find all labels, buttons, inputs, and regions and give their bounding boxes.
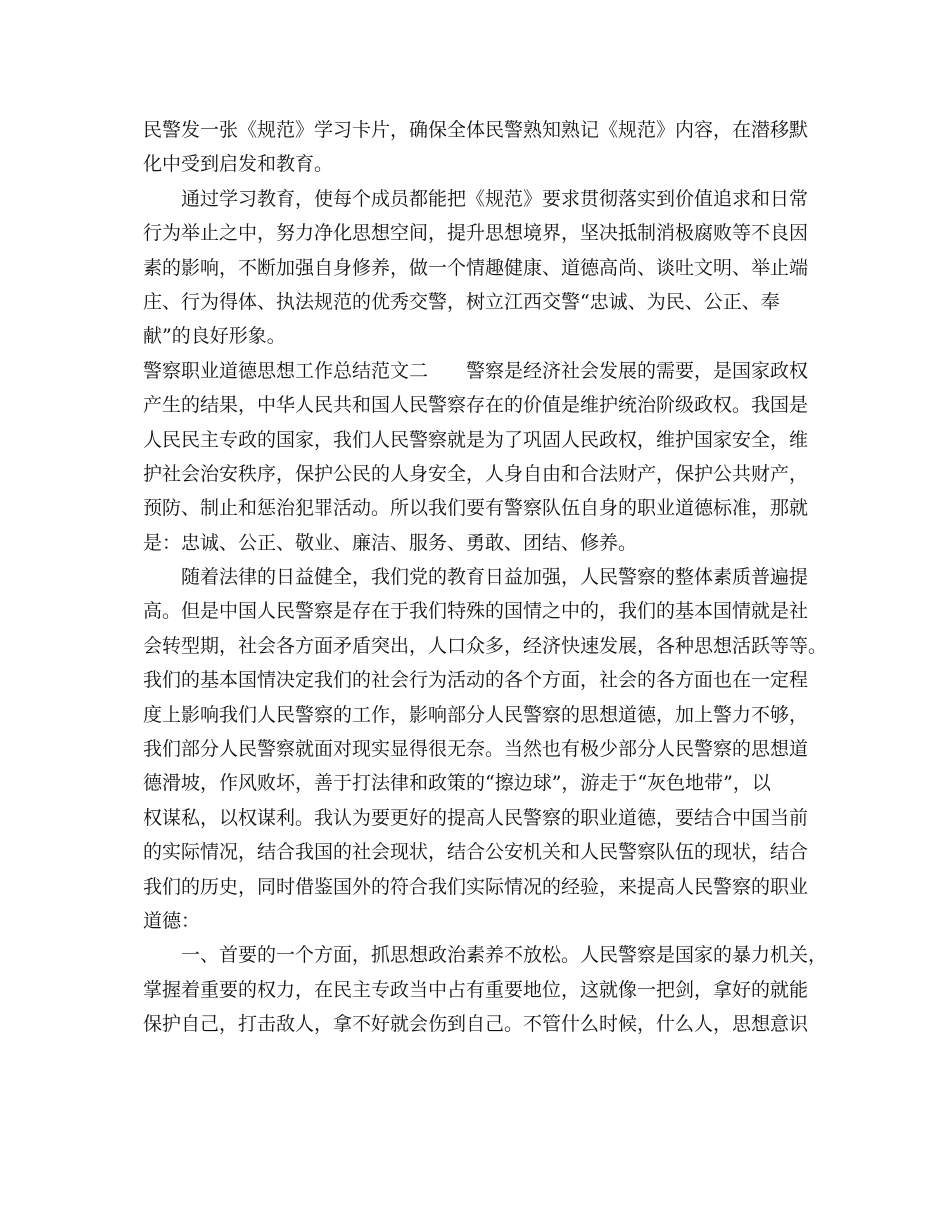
text-line: 我们部分人民警察就面对现实显得很无奈。当然也有极少部分人民警察的思想道: [143, 738, 809, 761]
text-line: 会转型期，社会各方面矛盾突出，人口众多，经济快速发展，各种思想活跃等等。: [143, 634, 828, 657]
text-line: 保护自己，打击敌人，拿不好就会伤到自己。不管什么时候，什么人，思想意识: [143, 1013, 809, 1036]
text-line: 警察职业道德思想工作总结范文二 警察是经济社会发展的需要，是国家政权: [143, 359, 809, 382]
text-line: 民警发一张《规范》学习卡片，确保全体民警熟知熟记《规范》内容，在潜移默: [143, 119, 809, 141]
text-line: 权谋私，以权谋利。我认为要更好的提高人民警察的职业道德，要结合中国当前: [143, 806, 809, 829]
text-line: 人民民主专政的国家，我们人民警察就是为了巩固人民政权，维护国家安全，维: [143, 428, 809, 451]
text-line: 德滑坡，作风败坏，善于打法律和政策的“擦边球”，游走于“灰色地带”，以: [143, 772, 771, 795]
text-line: 预防、制止和惩治犯罪活动。所以我们要有警察队伍自身的职业道德标准，那就: [143, 497, 809, 520]
text-line: 掌握着重要的权力，在民主专政当中占有重要地位，这就像一把剑，拿好的就能: [143, 978, 809, 1001]
text-line: 庄、行为得体、执法规范的优秀交警，树立江西交警“忠诚、为民、公正、奉: [143, 290, 780, 313]
text-line: 是：忠诚、公正、敬业、廉洁、服务、勇敢、团结、修养。: [143, 531, 638, 554]
text-line: 随着法律的日益健全，我们党的教育日益加强，人民警察的整体素质普遍提: [181, 566, 809, 589]
text-line: 一、首要的一个方面，抓思想政治素养不放松。人民警察是国家的暴力机关，: [181, 944, 828, 967]
text-line: 行为举止之中，努力净化思想空间，提升思想境界，坚决抵制消极腐败等不良因: [143, 222, 809, 245]
text-line: 产生的结果，中华人民共和国人民警察存在的价值是维护统治阶级政权。我国是: [143, 394, 809, 417]
text-line: 献”的良好形象。: [143, 325, 286, 348]
text-line: 我们的历史，同时借鉴国外的符合我们实际情况的经验，来提高人民警察的职业: [143, 875, 809, 898]
text-line: 我们的基本国情决定我们的社会行为活动的各个方面，社会的各方面也在一定程: [143, 669, 809, 692]
text-line: 的实际情况，结合我国的社会现状，结合公安机关和人民警察队伍的现状，结合: [143, 841, 809, 864]
text-line: 素的影响，不断加强自身修养，做一个情趣健康、道德高尚、谈吐文明、举止端: [143, 256, 809, 279]
text-line: 道德：: [143, 909, 201, 932]
text-line: 度上影响我们人民警察的工作，影响部分人民警察的思想道德，加上警力不够，: [143, 703, 809, 726]
document-page: [143, 113, 828, 1042]
text-line: 通过学习教育，使每个成员都能把《规范》要求贯彻落实到价值追求和日常: [181, 187, 809, 210]
text-line: 高。但是中国人民警察是存在于我们特殊的国情之中的，我们的基本国情就是社: [143, 600, 809, 623]
text-line: 化中受到启发和教育。: [143, 153, 334, 176]
text-line: 护社会治安秩序，保护公民的人身安全，人身自由和合法财产，保护公共财产，: [143, 462, 809, 485]
